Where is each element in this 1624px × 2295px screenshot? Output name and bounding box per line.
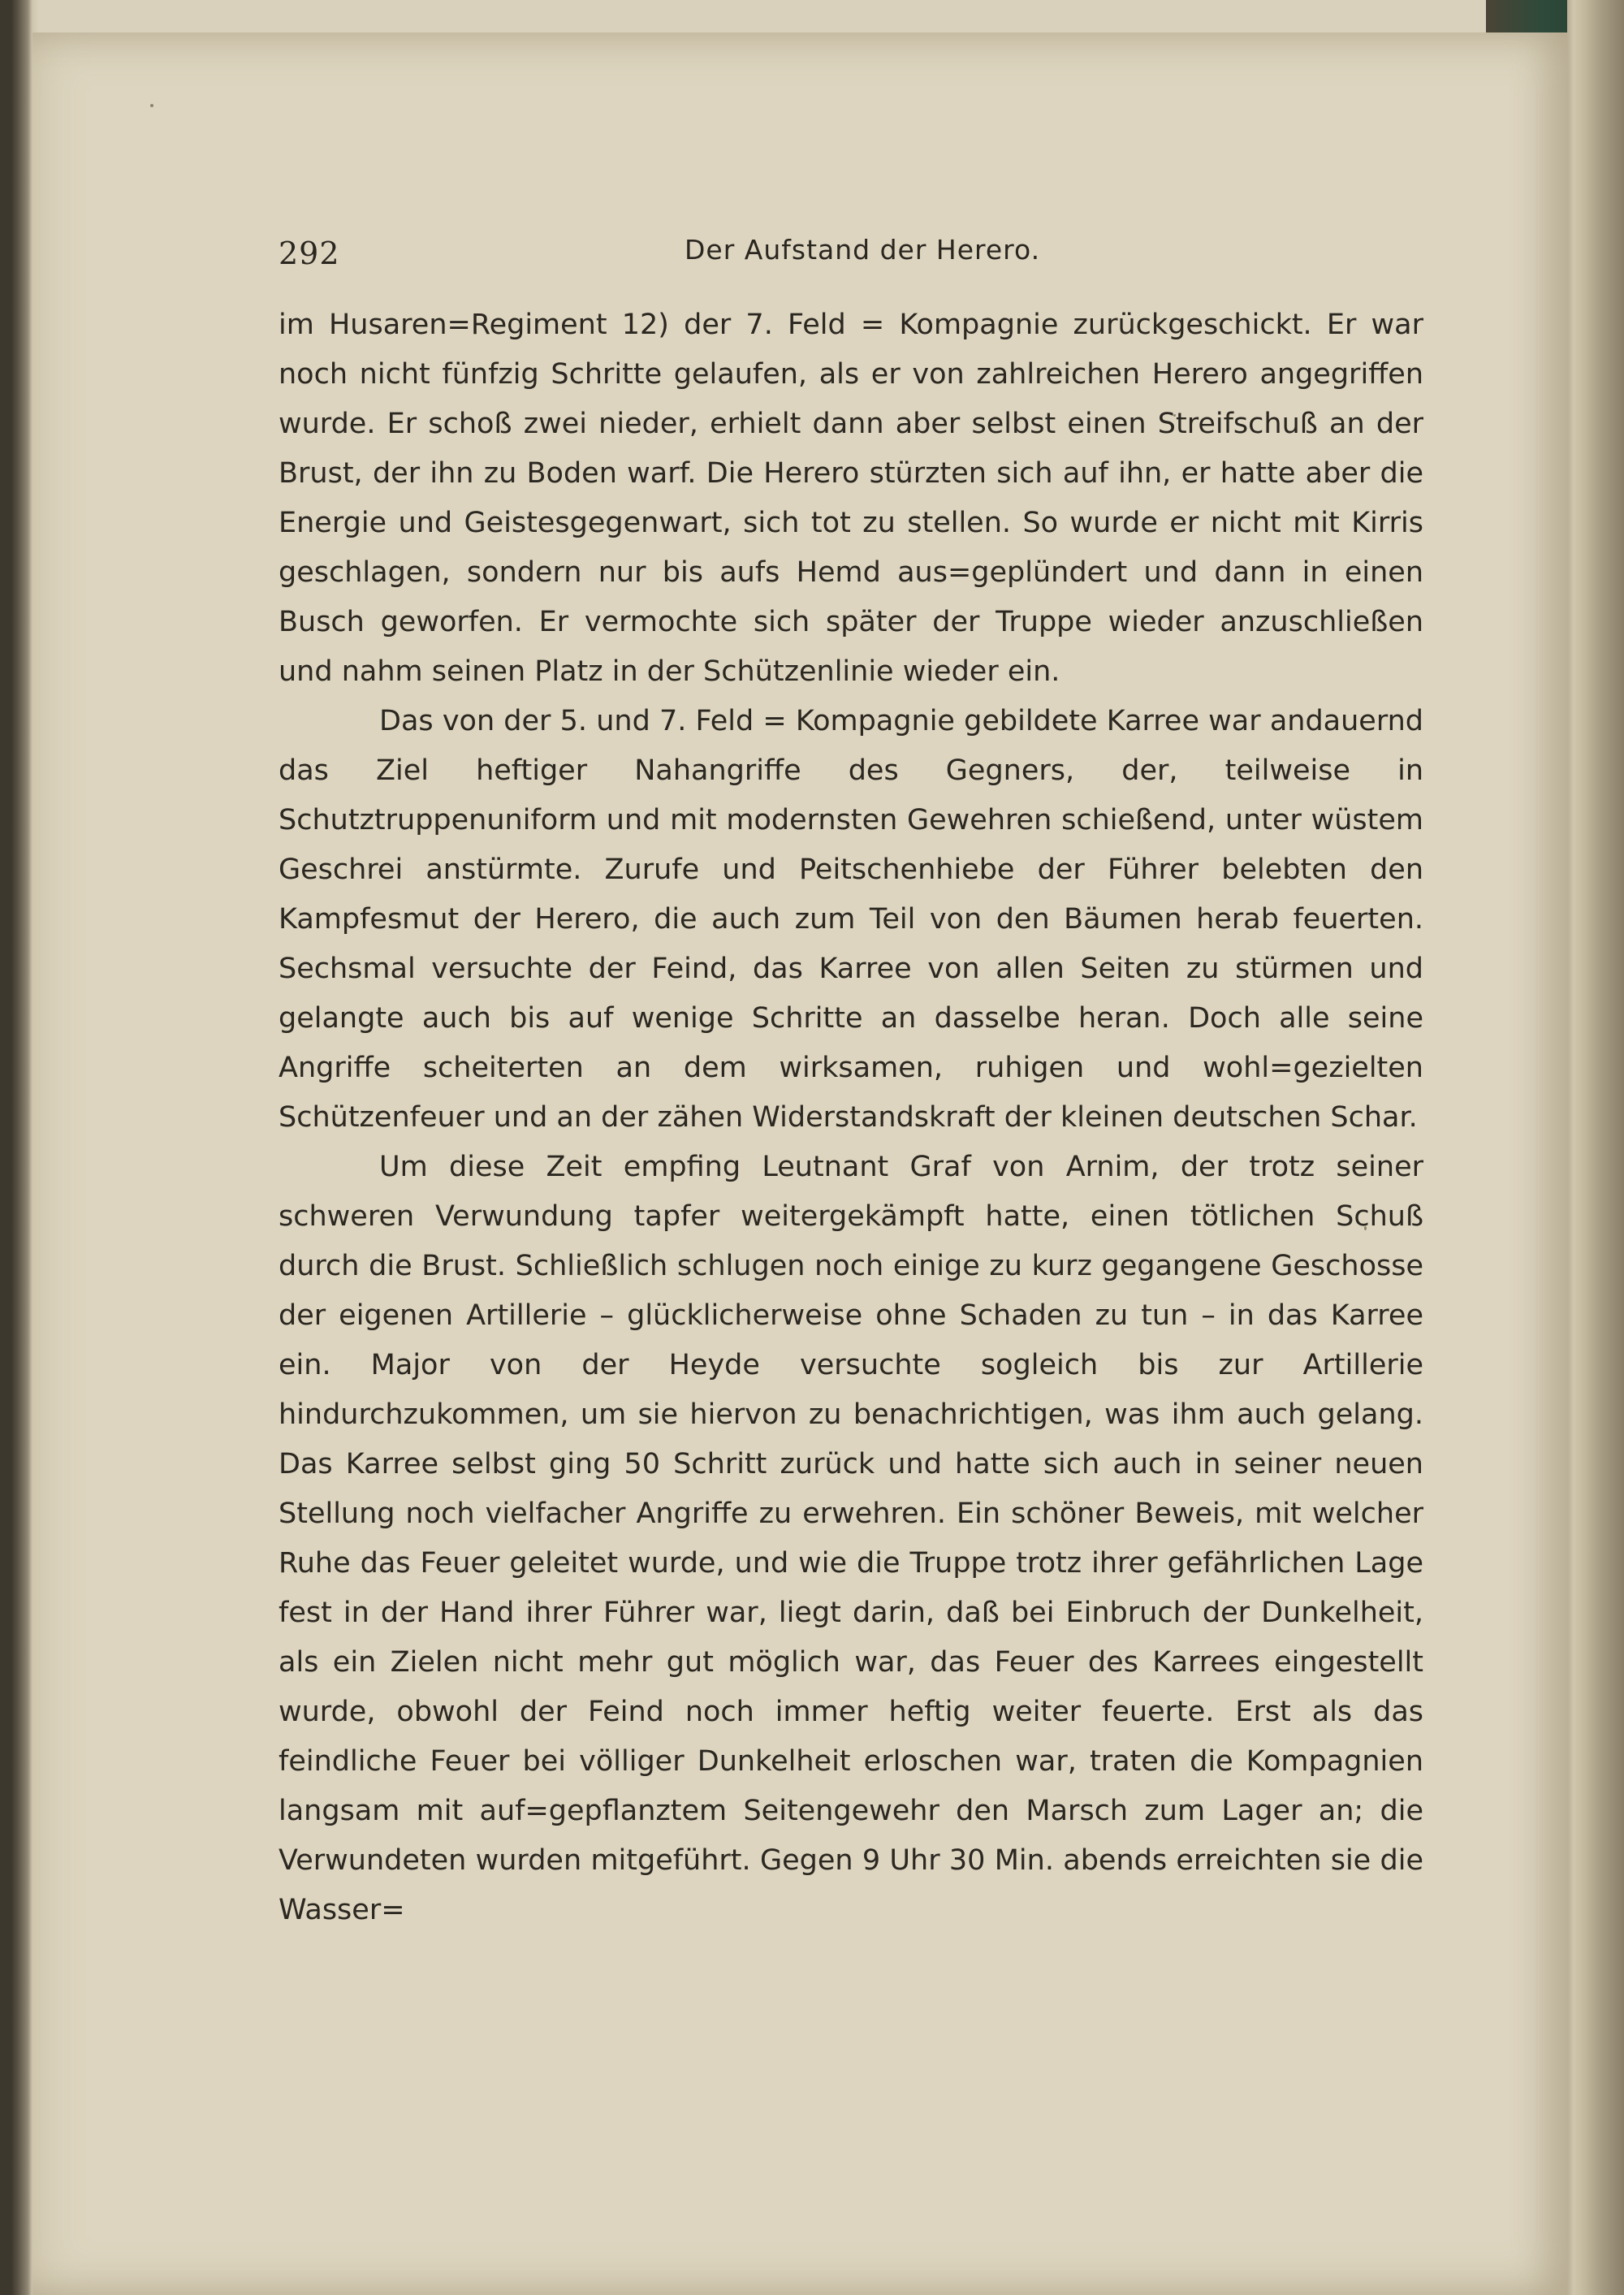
- paragraph-1: im Husaren=Regiment 12) der 7. Feld = Kompagnie zurückgeschickt. Er war noch nicht fünfzig Schritte gelaufen, als er von zahlreichen Herero angegriffen wurde. Er schoß zwei nieder, erhielt dann aber selbst einen Streifschuß an der Brust, der ihn zu Boden warf. Die Herero stürzten sich auf ihn, er hatte aber die Energie und Geistesgegenwart, sich tot zu stellen. So wurde er nicht mit Kirris geschlagen, sondern nur bis aufs Hemd aus=geplündert und dann in einen Busch geworfen. Er vermochte sich später der Truppe wieder anzuschließen und nahm seinen Platz in der Schützenlinie wieder ein.: [279, 309, 1423, 688]
- paragraph-2: Das von der 5. und 7. Feld = Kompagnie gebildete Karree war andauernd das Ziel heftiger Nahangriffe des Gegners, der, teilweise in Schutztruppenuniform und mit modernsten Gewehren schießend, unter wüstem Geschrei anstürmte. Zurufe und Peitschenhiebe der Führer belebten den Kampfesmut der Herero, die auch zum Teil von den Bäumen herab feuerten. Sechsmal versuchte der Feind, das Karree von allen Seiten zu stürmen und gelangte auch bis auf wenige Schritte an dasselbe heran. Doch alle seine Angriffe scheiterten an dem wirksamen, ruhigen und wohl=gezielten Schützenfeuer und an der zähen Widerstandskraft der kleinen deutschen Schar.: [279, 705, 1423, 1134]
- paper-speck: [150, 104, 153, 107]
- page-header: [279, 224, 1444, 276]
- paragraph-3: Um diese Zeit empfing Leutnant Graf von Arnim, der trotz seiner schweren Verwundung tapfer weitergekämpft hatte, einen tötlichen Schuß durch die Brust. Schließlich schlugen noch einige zu kurz gegangene Geschosse der eigenen Artillerie – glücklicherweise ohne Schaden zu tun – in das Karree ein. Major von der Heyde versuchte sogleich bis zur Artillerie hindurchzukommen, um sie hiervon zu benachrichtigen, was ihm auch gelang. Das Karree selbst ging 50 Schritt zurück und hatte sich auch in seiner neuen Stellung noch vielfacher Angriffe zu erwehren. Ein schöner Beweis, mit welcher Ruhe das Feuer geleitet wurde, und wie die Truppe trotz ihrer gefährlichen Lage fest in der Hand ihrer Führer war, liegt darin, daß bei Einbruch der Dunkelheit, als ein Zielen nicht mehr gut möglich war, das Feuer des Karrees eingestellt wurde, obwohl der Feind noch immer heftig weiter feuerte. Erst als das feindliche Feuer bei völliger Dunkelheit erloschen war, traten die Kompagnien langsam mit auf=gepflanztem Seitengewehr den Marsch zum Lager an; die Verwundeten wurden mitgeführt. Gegen 9 Uhr 30 Min. abends erreichten sie die Wasser=: [279, 1151, 1423, 1926]
- page-edge: [1567, 0, 1624, 2295]
- page-number: 292: [279, 236, 340, 271]
- running-title: Der Aufstand der Herero.: [685, 234, 1041, 266]
- body-text: [279, 300, 1423, 1935]
